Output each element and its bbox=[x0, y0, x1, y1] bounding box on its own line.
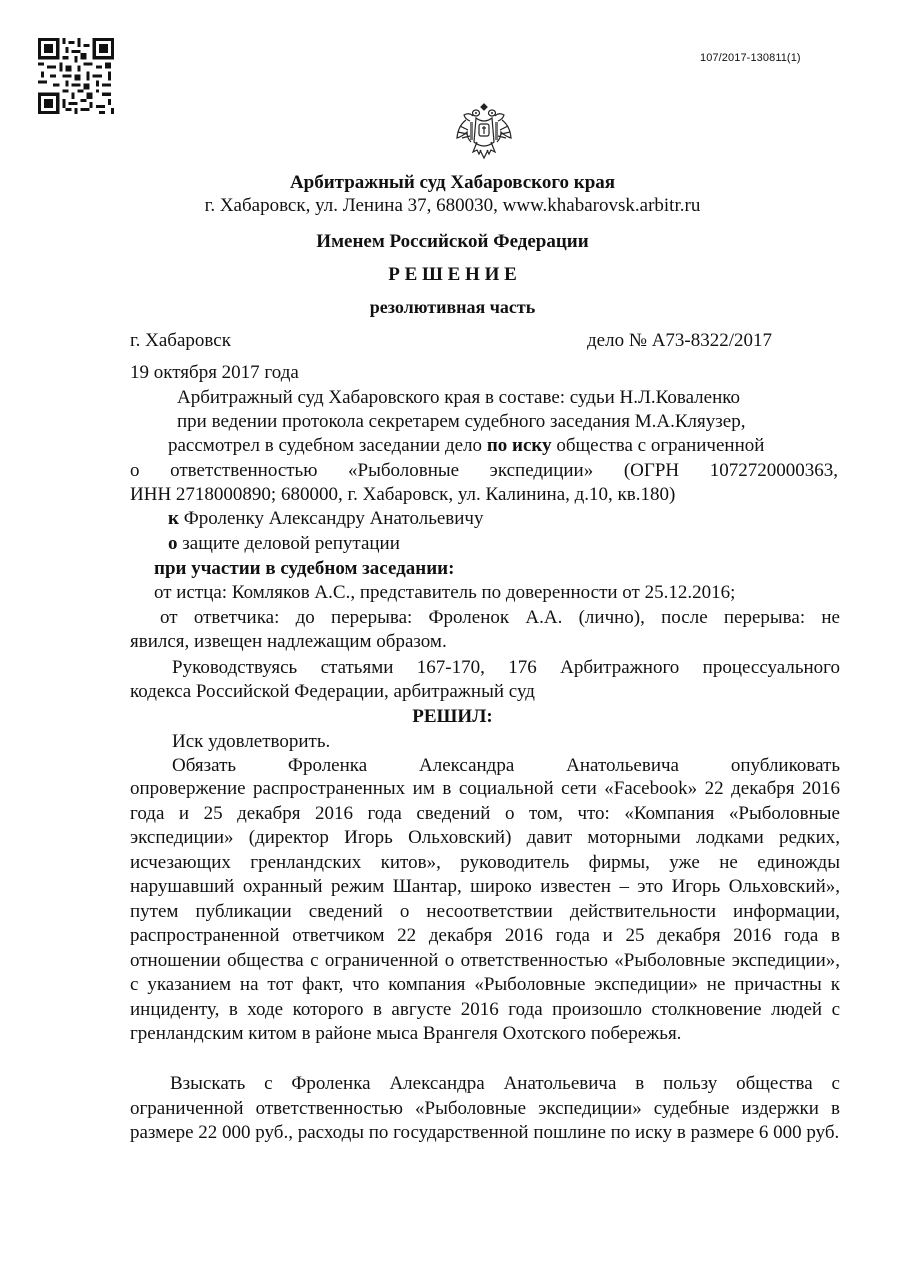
in-the-name-of-federation: Именем Российской Федерации bbox=[316, 231, 589, 252]
ruling-heading: РЕШИЛ: bbox=[412, 706, 493, 727]
city: г. Хабаровск bbox=[130, 330, 231, 351]
decision-title: Р Е Ш Е Н И Е bbox=[388, 264, 517, 285]
participation-heading: при участии в судебном заседании: bbox=[154, 558, 455, 579]
intro-line-2: при ведении протокола секретарем судебного заседания М.А.Кляузер, bbox=[177, 411, 746, 432]
guided-by-line-2: кодекса Российской Федерации, арбитражный суд bbox=[130, 681, 535, 702]
court-name: Арбитражный суд Хабаровского края bbox=[289, 172, 616, 193]
subject-line: о защите деловой репутации bbox=[168, 533, 400, 554]
defendant-line: к Фроленку Александру Анатольевичу bbox=[168, 508, 484, 529]
case-number: дело № А73-8322/2017 bbox=[587, 330, 773, 351]
qr-code bbox=[38, 38, 114, 114]
intro-line-4: о ответственностью «Рыболовные экспедиции» (ОГРН 1072720000363, bbox=[130, 460, 838, 481]
ruling-obligation-first-line: Обязать Фроленка Александра Анатольевича опубликовать bbox=[172, 755, 840, 776]
decision-subtitle: резолютивная часть bbox=[369, 297, 536, 317]
ruling-claim-granted: Иск удовлетворить. bbox=[172, 731, 331, 752]
ruling-obligation-text: опровержение распространенных им в социальной сети «Facebook» 22 декабря 2016 года и 25 декабря 2016 года сведений о том, что: «Компания «Рыболовные экспедиции» (директор Игорь Ольховский) давит моторными лодками редких, исчезающих гренландских китов», руководитель фирмы, уже не единожды нарушавший охранный режим Шантар, широко известен – это Игорь Ольховский», путем публикации сведений о несоответствии действительности информации, распространенной ответчиком 22 декабря 2016 года и 25 декабря 2016 года в отношении общества с ограниченной о ответственностью «Рыболовные экспедиции», с указанием на тот факт, что компания «Рыболовные экспедиции» не причастны к инциденту, в ходе которого в августе 2016 года произошло столкновение людей с гренландским китом в районе мыса Врангеля Охотского побережья. bbox=[130, 778, 840, 1044]
defendant-attendance-line-1: от ответчика: до перерыва: Фроленок А.А. (лично), после перерыва: не bbox=[160, 607, 840, 628]
intro-line-3: рассмотрел в судебном заседании дело по иску общества с ограниченной bbox=[168, 435, 765, 456]
defendant-attendance-line-2: явился, извещен надлежащим образом. bbox=[130, 631, 447, 652]
decision-date: 19 октября 2017 года bbox=[130, 362, 299, 383]
court-address: г. Хабаровск, ул. Ленина 37, 680030, www.khabarovsk.arbitr.ru bbox=[204, 195, 701, 216]
intro-line-5: ИНН 2718000890; 680000, г. Хабаровск, ул. Калинина, д.10, кв.180) bbox=[130, 484, 676, 505]
ruling-recovery-text: Взыскать с Фроленка Александра Анатольевича в пользу общества с ограниченной ответственностью «Рыболовные экспедиции» судебные издержки в размере 22 000 руб., расходы по государственной пошлине по иску в размере 6 000 руб. bbox=[130, 1073, 840, 1143]
intro-line-1: Арбитражный суд Хабаровского края в составе: судьи Н.Л.Коваленко bbox=[177, 387, 741, 408]
plaintiff-representative: от истца: Комляков А.С., представитель по доверенности от 25.12.2016; bbox=[154, 582, 736, 603]
guided-by-line-1: Руководствуясь статьями 167-170, 176 Арбитражного процессуального bbox=[172, 657, 840, 678]
coat-of-arms-emblem bbox=[452, 100, 516, 164]
case-reference-number: 107/2017-130811(1) bbox=[700, 52, 801, 64]
